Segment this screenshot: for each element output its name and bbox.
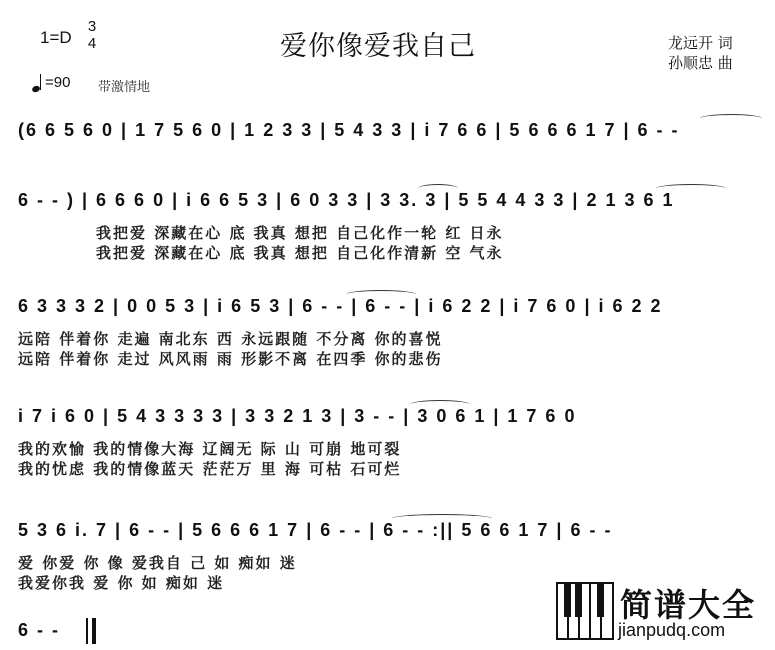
notation-row-2: 6 - - ) | 6 6 6 0 | i 6 6 5 3 | 6 0 3 3 | 3 3. 3 | 5 5 4 4 3 3 | 2 1 3 6 1 <box>18 190 675 210</box>
lyrics-row-3-verse-1: 远陪 伴着你 走遍 南北东 西 永远跟随 不分离 你的喜悦 <box>18 330 443 348</box>
final-barline-thick <box>92 618 96 644</box>
composer-credit: 孙顺忠 曲 <box>668 54 733 72</box>
lyrics-row-5-verse-2: 我爱你我 爱 你 如 痴如 迷 <box>18 574 225 592</box>
notation-row-5: 5 3 6 i. 7 | 6 - - | 5 6 6 6 1 7 | 6 - - | 6 - - :|| 5 6 6 1 7 | 6 - - <box>18 520 613 540</box>
notation-row-4: i 7 i 6 0 | 5 4 3 3 3 3 | 3 3 2 1 3 | 3 - - | 3 0 6 1 | 1 7 6 0 <box>18 406 577 426</box>
slur-mark <box>346 290 416 299</box>
slur-mark <box>656 184 726 193</box>
lyrics-row-2-verse-1: 我把爱 深藏在心 底 我真 想把 自己化作一轮 红 日永 <box>96 224 504 242</box>
notation-row-1: (6 6 5 6 0 | 1 7 5 6 0 | 1 2 3 3 | 5 4 3 3 | i 7 6 6 | 5 6 6 6 1 7 | 6 - - <box>18 120 680 140</box>
lyrics-row-4-verse-2: 我的忧虑 我的情像蓝天 茫茫万 里 海 可枯 石可烂 <box>18 460 402 478</box>
time-signature <box>86 18 98 52</box>
lyrics-row-2-verse-2: 我把爱 深藏在心 底 我真 想把 自己化作清新 空 气永 <box>96 244 504 262</box>
song-title: 爱你像爱我自己 <box>280 31 476 62</box>
lyrics-row-4-verse-1: 我的欢愉 我的情像大海 辽阔无 际 山 可崩 地可裂 <box>18 440 402 458</box>
lyrics-row-5-verse-1: 爱 你爱 你 像 爱我自 己 如 痴如 迷 <box>18 554 297 572</box>
lyrics-row-3-verse-2: 远陪 伴着你 走过 风风雨 雨 形影不离 在四季 你的悲伤 <box>18 350 443 368</box>
slur-mark <box>392 514 492 523</box>
notation-row-6: 6 - - <box>18 620 61 640</box>
slur-mark <box>418 184 458 193</box>
notation-row-3: 6 3 3 3 2 | 0 0 5 3 | i 6 5 3 | 6 - - | 6 - - | i 6 2 2 | i 7 6 0 | i 6 2 2 <box>18 296 663 316</box>
site-logo <box>556 580 768 644</box>
time-bottom: 4 <box>87 35 97 52</box>
slur-mark <box>700 114 762 123</box>
key-signature: 1=D <box>40 28 72 47</box>
logo-name: 简谱大全 <box>620 586 757 624</box>
lyricist-credit: 龙远开 词 <box>668 34 733 52</box>
tempo-marking <box>32 74 70 91</box>
piano-keys-icon <box>556 582 614 640</box>
style-marking: 带激情地 <box>98 80 151 95</box>
tempo-value: =90 <box>45 74 71 91</box>
logo-url: jianpudq.com <box>618 620 726 640</box>
final-barline-thin <box>86 618 88 644</box>
slur-mark <box>410 400 470 409</box>
time-top: 3 <box>87 18 97 35</box>
